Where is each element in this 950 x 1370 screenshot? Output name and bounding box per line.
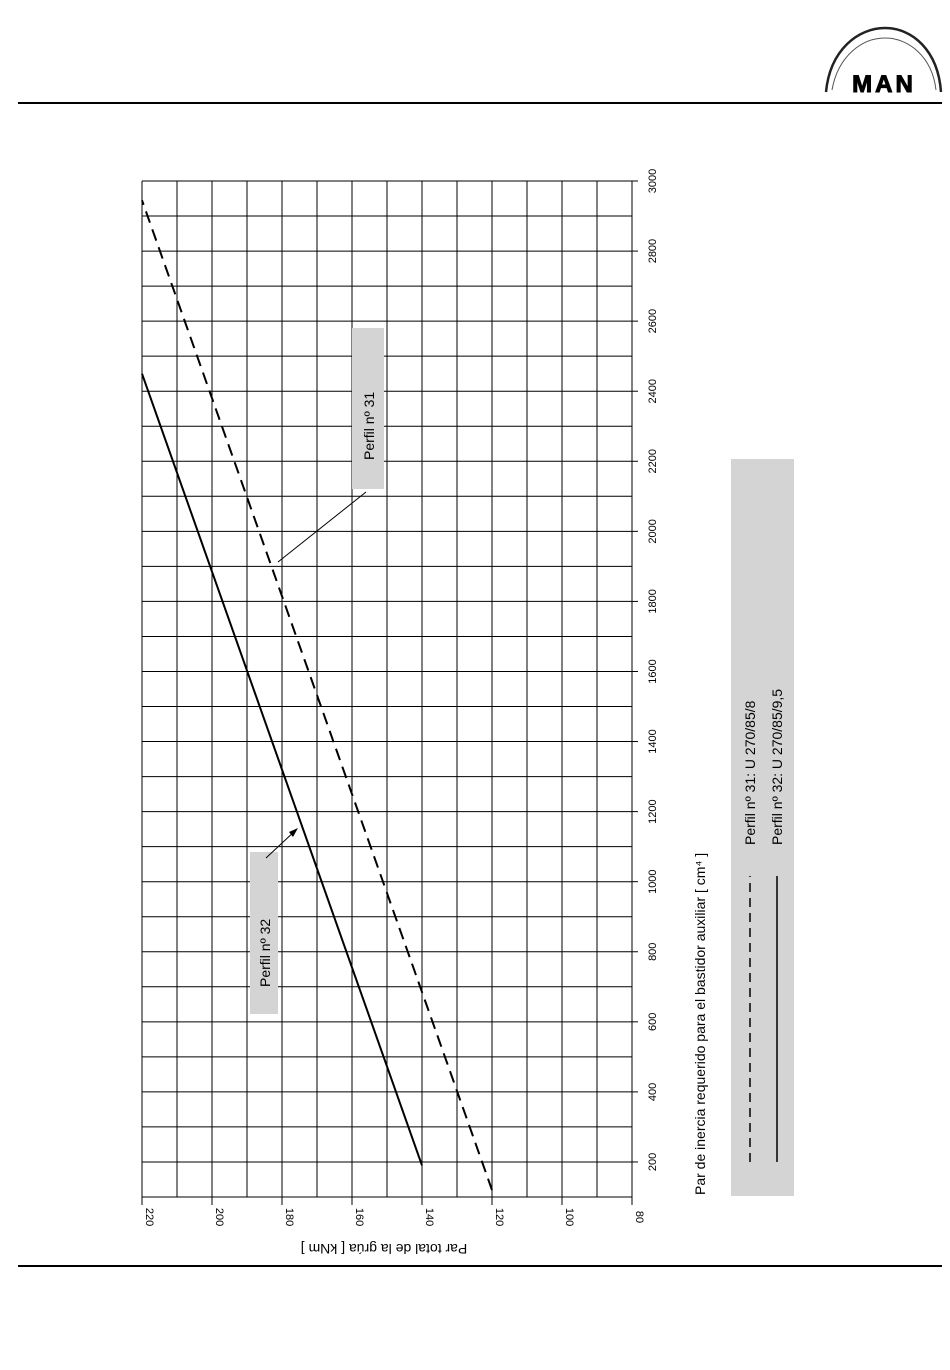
y-tick-label: 200 bbox=[647, 1152, 659, 1172]
grid bbox=[142, 181, 632, 1197]
y-tick-label: 400 bbox=[647, 1082, 659, 1102]
legend bbox=[731, 459, 794, 1196]
y-tick-label: 2400 bbox=[647, 378, 659, 404]
x-tick-label: 200 bbox=[213, 1207, 225, 1227]
annotation-perfil-32 bbox=[250, 828, 298, 1014]
y-tick-label: 2000 bbox=[647, 519, 659, 544]
y-tick-label: 2800 bbox=[647, 238, 659, 264]
y-axis-title: Par de inercia requerido para el bastidor auxiliar [ cm⁴ ] bbox=[692, 852, 708, 1195]
annotation-perfil-31-text: Perfil nº 31 bbox=[361, 391, 377, 460]
legend-label-perfil-31: Perfil nº 31: U 270/85/8 bbox=[742, 700, 758, 845]
x-tick-label: 140 bbox=[423, 1207, 435, 1227]
annotation-perfil-31 bbox=[278, 328, 384, 562]
y-tick-label: 800 bbox=[647, 942, 659, 961]
y-tick-label: 1400 bbox=[647, 729, 659, 754]
y-tick-label: 1000 bbox=[647, 869, 659, 894]
x-tick-label: 180 bbox=[283, 1207, 295, 1227]
y-tick-label: 600 bbox=[647, 1012, 659, 1032]
x-axis-title: Par total de la grúa [ kNm ] bbox=[300, 1241, 468, 1257]
x-tick-label: 160 bbox=[353, 1207, 365, 1227]
x-tick-labels bbox=[142, 1197, 645, 1226]
annotation-perfil-32-text: Perfil nº 32 bbox=[257, 918, 273, 987]
y-tick-label: 1200 bbox=[647, 799, 659, 824]
legend-label-perfil-32: Perfil nº 32: U 270/85/9,5 bbox=[769, 688, 785, 845]
y-tick-label: 2200 bbox=[647, 449, 659, 474]
x-tick-label: 120 bbox=[493, 1207, 505, 1227]
x-tick-label: 80 bbox=[633, 1210, 645, 1224]
y-tick-label: 1600 bbox=[647, 659, 659, 684]
man-logo bbox=[826, 28, 941, 98]
y-tick-label: 1800 bbox=[647, 589, 659, 614]
logo-text: MAN bbox=[852, 71, 916, 98]
x-tick-label: 100 bbox=[563, 1207, 575, 1227]
y-tick-label: 2600 bbox=[647, 308, 659, 334]
x-tick-label: 220 bbox=[143, 1207, 155, 1227]
y-tick-labels bbox=[632, 169, 659, 1171]
y-tick-label: 3000 bbox=[647, 168, 659, 194]
